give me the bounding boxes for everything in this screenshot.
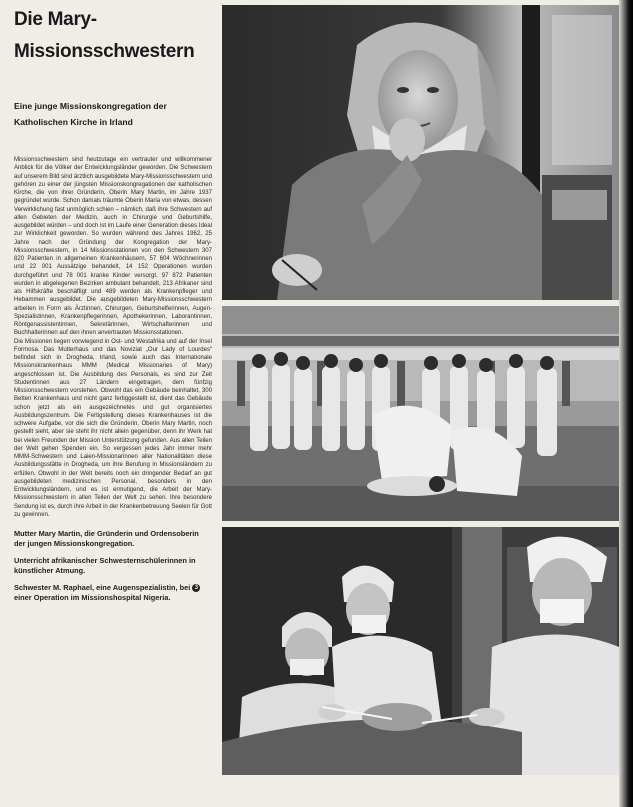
- caption-photo-3: [14, 583, 212, 603]
- caption-3-number-marker: 3: [192, 584, 200, 592]
- caption-photo-1: Mutter Mary Martin, die Gründerin und Ordensoberin der jungen Missionskongregation.: [14, 529, 199, 548]
- article-subtitle: Eine junge Missionskongregation der Katholischen Kirche in Irland: [14, 101, 167, 127]
- portrait-image: [222, 5, 619, 300]
- body-paragraph-1: Missionsschwestern sind heutzutage ein vertrauter und willkommener Anblick für die Völker der Entwicklungsländer geworden. Die Schwestern auf unserem Bild sind ärztlich ausgebildete Mary-Missionsschwestern und gehören zu einer der jüngsten Missionskongregationen der katholischen Kirche, die von ihrer Gründerin, Oberin Mary Martin, im Jahre 1937 gegründet wurde. Schon damals träumte Oberin Maria von etwas, dessen Verwirklichung fast unmöglich schien – nämlich, daß ihre Schwestern auf allen Gebieten der Medizin, auch in Chirurgie und Geburtshilfe, ausgebildet würden – und doch ist im Laufe einer Generation dieses Ideal zur Wirklichkeit geworden. So wurden während des Jahres 1962, 25 Jahre nach der Gründung der Kongregation der Mary-Missionsschwestern, in 14 Missionsstationen von den Schwestern 307 820 Patienten in allgemeinen Krankenhäusern, 57 604 Wöchnerinnen und 22 001 Aussätzige behandelt, 14 152 Operationen wurden durchgeführt und 78 001 kranke Kinder versorgt. 97 872 Patienten wurden in abgelegenen Bezirken ambulant behandelt, 213 Afrikaner sind als Hilfskräfte beschäftigt und 489 werden als Krankenpfleger und Hebammen ausgebildet. Die ausgebildeten Mary-Missionsschwestern arbeiten in Form als Ärztinnen, Chirurgen, Geburtshelferinnen, Augen-Spezialistinnen, Krankenpflegerinnen, Apothekerinnen, Laborantinnen, Röntgenassistentinnen, Sekretärinnen, Wirtschafterinnen und Buchhalterinnen auf den ihnen anvertrauten Missionsstationen.: [14, 157, 212, 337]
- article-body: [14, 156, 212, 519]
- title-line-2: Missionsschwestern: [14, 41, 195, 62]
- operation-image: [222, 527, 619, 775]
- article-title: [14, 4, 212, 68]
- photo-operation: [222, 527, 619, 775]
- article-column: [14, 4, 212, 603]
- page-binding-edge: [619, 0, 633, 807]
- photo-students: [222, 306, 619, 521]
- photo-portrait: [222, 5, 619, 300]
- caption-photo-2: Unterricht afrikanischer Schwesternschülerinnen in künstlicher Atmung.: [14, 556, 196, 575]
- students-image: [222, 306, 619, 521]
- body-paragraph-2: Die Missionen liegen vorwiegend in Ost- und Westafrika und auf der Insel Formosa. Das Mutterhaus und das Noviziat „Our Lady of Lourdes“ befindet sich in Drogheda, Irland, sowie auch das Internationale Missionskrankenhaus MMM (Medical Missionaries of Mary) angeschlossen ist. Die Ausbildung des Personals, es sind zur Zeit Studentinnen aus 27 Ländern eingetragen, dem fünfzig Missionsschwestern vorstehen. Obwohl das ein Gebäude beinhaltet, 300 Betten Krankenhaus und nicht ganz fertiggestellt ist, dient das Gebäude schon jetzt als ein ausgezeichnetes und gut organisiertes Ausbildungszentrum. Die Fertigstellung dieses Krankenhauses ist die schwere Aufgabe, vor die sich die Gründerin, Oberin Mary Martin, noch gestellt sieht, aber sie steht ihr nicht allein gegenüber, denn ihr Werk hat bei vielen Freunden der Mission Unterstützung gefunden. Aus allen Teilen der Welt gehen Spenden ein. So vergessen jedes Jahr immer mehr MMM-Schwestern und Laien-Missionarinnen aller Nationalitäten diese Ausbildungsstätte in Drogheda, um ihre Berufung in Missionsländern zu erfüllen. Obwohl in der Welt bereits noch ein dringender Bedarf an gut ausgebildeten medizinischen Personal, besonders in den Entwicklungsländern, und es ist ermutigend, die Arbeit der Mary-Missionsschwestern in allen Teilen der Welt zu sehen. Ihre besondere Sendung ist es, durch ihre Arbeit in der Krankenbetreuung Seelen für Gott zu gewinnen.: [14, 338, 212, 518]
- caption-3-pre: Schwester M. Raphael, eine Augenspezialistin, bei: [14, 583, 191, 592]
- caption-3-post: einer Operation im Missionshospital Nigeria.: [14, 593, 171, 602]
- title-line-1: Die Mary-: [14, 9, 97, 30]
